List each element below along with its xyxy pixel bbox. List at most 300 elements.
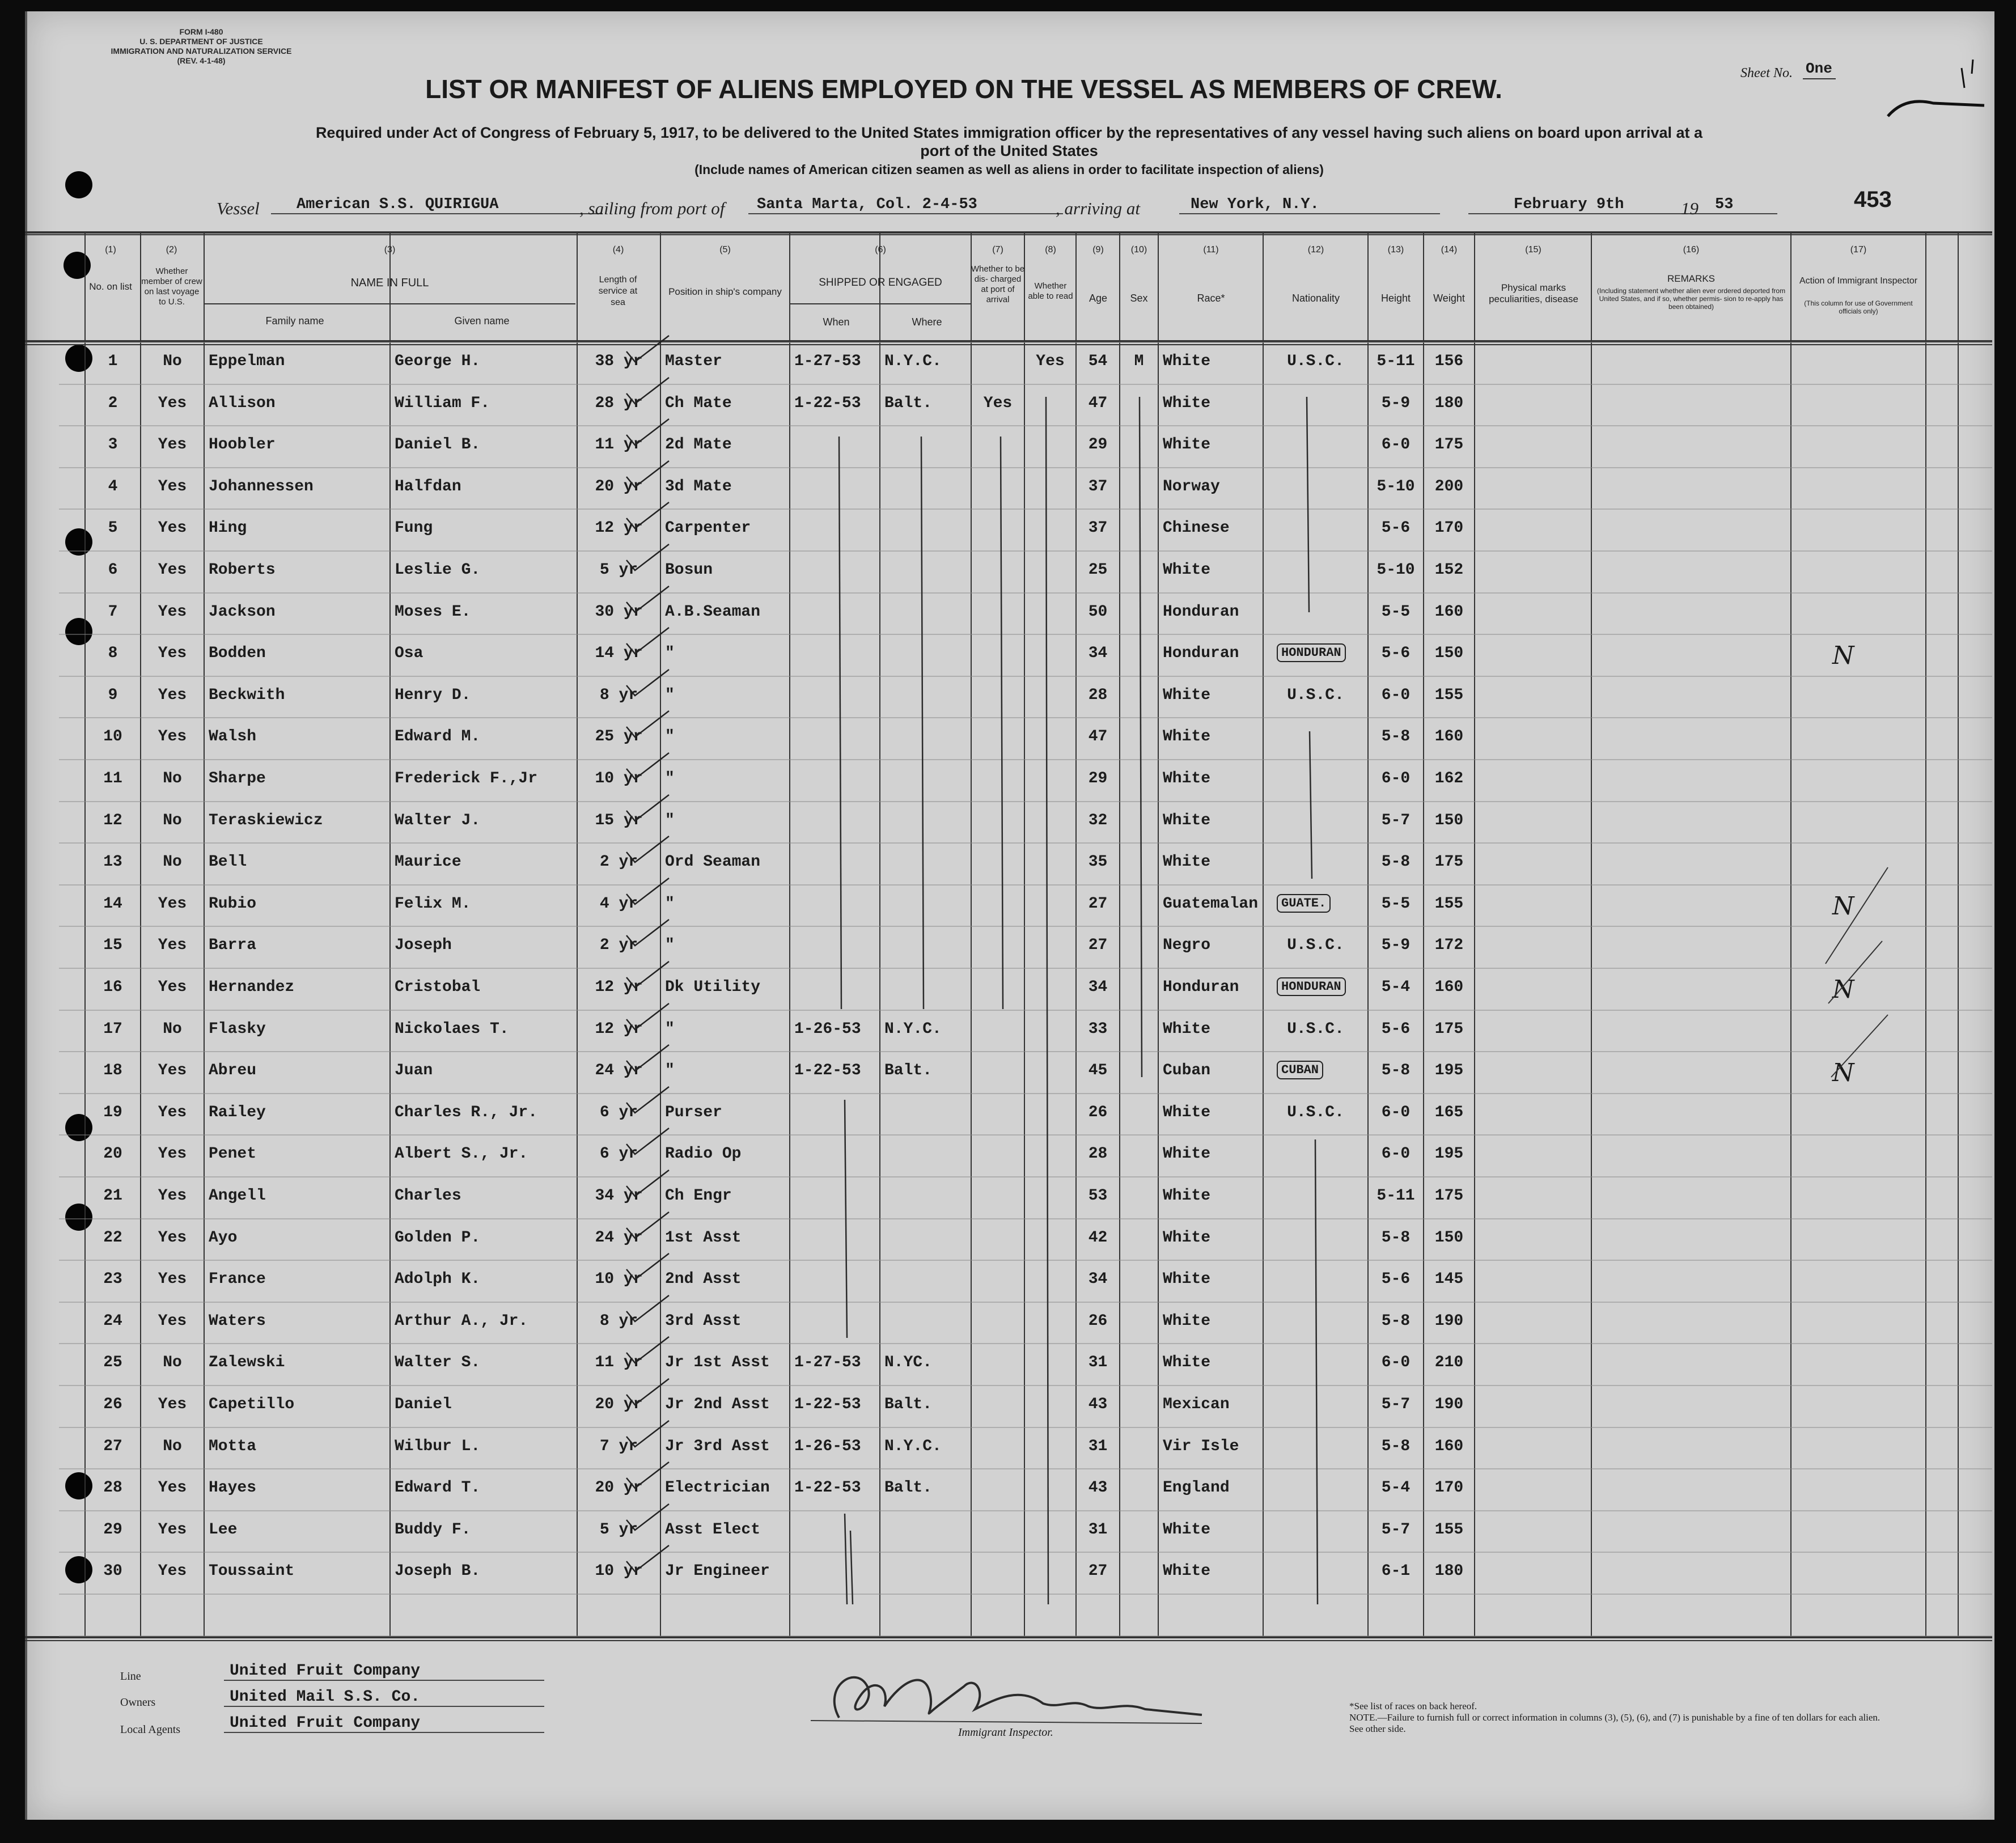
ditto-line [1315,1139,1318,1604]
weight: 165 [1434,1104,1464,1121]
ditto-line [1001,437,1003,1009]
col-header-inspector-action: Action of Immigrant Inspector [1799,276,1918,286]
family-name: Teraskiewicz [209,812,323,829]
family-name: Hernandez [209,978,295,996]
height: 6-0 [1381,436,1411,454]
length-of-service: 10 yr [595,1270,643,1288]
family-name: Hayes [209,1479,257,1497]
check-mark [626,961,669,988]
length-of-service: 4 yr [599,895,638,913]
engaged-where: Balt. [884,1396,933,1413]
nationality: U.S.C. [1287,1104,1344,1121]
col-header-height: Height [1380,293,1411,304]
sheet-label: Sheet No. [1740,66,1793,81]
row-number: 6 [108,561,118,579]
sex: M [1134,353,1144,370]
row-number: 26 [103,1396,122,1413]
height: 5-6 [1381,519,1411,537]
check-mark [626,1379,669,1405]
height: 6-0 [1381,770,1411,787]
col-header-sex: Sex [1130,293,1148,304]
check-mark [626,1212,669,1238]
height: 5-7 [1381,1396,1411,1413]
check-mark [626,378,669,404]
check-mark [626,670,669,696]
length-of-service: 6 yr [599,1104,638,1121]
age: 32 [1088,812,1108,829]
weight: 175 [1434,1020,1464,1038]
subtitle-line-3: (Include names of American citizen seamen as well as aliens in order to facilitate inspection of aliens) [694,162,1324,177]
given-name: Charles [395,1187,461,1205]
age: 43 [1088,1479,1108,1497]
engaged-where: N.YC. [884,1354,933,1371]
sheet-number: One [1806,60,1832,77]
race: England [1163,1479,1230,1497]
check-mark [626,920,669,946]
col-header-no-on-list: No. on list [89,281,132,292]
race: White [1163,1562,1211,1580]
weight: 195 [1434,1062,1464,1079]
position: " [665,895,675,913]
last-voyage: Yes [158,1479,187,1497]
check-mark [626,1170,669,1196]
col-num-13: (13) [1387,245,1404,255]
nationality: U.S.C. [1287,937,1344,954]
race: White [1163,395,1211,412]
height: 5-6 [1381,1270,1411,1288]
engaged-when: 1-22-53 [794,1062,861,1079]
length-of-service: 14 yr [595,645,643,662]
check-mark [626,628,669,654]
family-name: Motta [209,1438,257,1455]
races-note: *See list of races on back hereof. [1349,1701,1477,1711]
engaged-when: 1-22-53 [794,395,861,412]
engaged-where: Balt. [884,1062,933,1079]
row-number: 30 [103,1562,122,1580]
check-mark [626,1337,669,1363]
row-number: 15 [103,937,122,954]
given-name: Buddy F. [395,1521,471,1539]
inspector-mark: N [1832,892,1854,921]
age: 31 [1088,1438,1108,1455]
given-name: Daniel [395,1396,452,1413]
age: 47 [1088,395,1108,412]
family-name: Walsh [209,728,257,745]
vessel-label: Vessel [217,198,260,218]
last-voyage: Yes [158,1270,187,1288]
weight: 195 [1434,1145,1464,1163]
given-name: Joseph B. [395,1562,481,1580]
family-name: Angell [209,1187,266,1205]
length-of-service: 2 yr [599,853,638,871]
family-name: Barra [209,937,257,954]
year-prefix: 19 [1681,198,1699,218]
height: 5-6 [1381,1020,1411,1038]
agents-label: Local Agents [120,1723,181,1736]
race: White [1163,853,1211,871]
race: White [1163,1187,1211,1205]
position: " [665,1062,675,1079]
weight: 180 [1434,1562,1464,1580]
sailing-port: Santa Marta, Col. 2-4-53 [748,196,1063,214]
height: 5-5 [1381,895,1411,913]
age: 37 [1088,519,1108,537]
length-of-service: 12 yr [595,519,643,537]
age: 47 [1088,728,1108,745]
position: " [665,770,675,787]
nationality-stamp: HONDURAN [1277,643,1346,662]
check-mark [626,502,669,528]
position: Radio Op [665,1145,742,1163]
position: Master [665,353,722,370]
age: 31 [1088,1521,1108,1539]
col-num-5: (5) [719,245,731,255]
height: 5-8 [1381,1062,1411,1079]
weight: 175 [1434,436,1464,454]
age: 42 [1088,1229,1108,1247]
weight: 170 [1434,1479,1464,1497]
last-voyage: No [163,1354,182,1371]
age: 25 [1088,561,1108,579]
last-voyage: Yes [158,728,187,745]
length-of-service: 5 yr [599,561,638,579]
race: Norway [1163,478,1220,495]
position: " [665,937,675,954]
ditto-line [850,1531,853,1604]
agents-company: United Fruit Company [224,1714,544,1733]
given-name: Daniel B. [395,436,481,454]
length-of-service: 20 yr [595,1479,643,1497]
row-number: 19 [103,1104,122,1121]
race: White [1163,353,1211,370]
col-num-11: (11) [1203,245,1219,255]
col-header-remarks-detail: (Including statement whether alien ever ordered deported from United States, and if so, whether permis- sion to re-apply has been obtained) [1596,287,1786,311]
weight: 190 [1434,1312,1464,1330]
position: " [665,812,675,829]
weight: 150 [1434,645,1464,662]
col-num-10: (10) [1130,245,1147,255]
given-name: Edward M. [395,728,481,745]
race: Honduran [1163,603,1239,621]
arriving-port: New York, N.Y. [1179,196,1440,214]
col-num-4: (4) [612,245,624,255]
weight: 150 [1434,812,1464,829]
family-name: Sharpe [209,770,266,787]
family-name: Hoobler [209,436,276,454]
ditto-line [1140,397,1142,1077]
subtitle-line-2: port of the United States [920,142,1098,159]
last-voyage: Yes [158,645,187,662]
row-number: 4 [108,478,118,495]
col-header-physical-marks: Physical marks peculiarities, disease [1489,282,1578,304]
row-number: 1 [108,353,118,370]
height: 5-8 [1381,853,1411,871]
family-name: Flasky [209,1020,266,1038]
last-voyage: Yes [158,1396,187,1413]
given-name: Joseph [395,937,452,954]
length-of-service: 6 yr [599,1145,638,1163]
row-number: 14 [103,895,122,913]
ditto-line [1046,397,1048,1604]
race: White [1163,1229,1211,1247]
inspector-mark: N [1832,1058,1854,1087]
length-of-service: 28 yr [595,395,643,412]
height: 6-0 [1381,1145,1411,1163]
page-number: 453 [1854,187,1892,212]
weight: 160 [1434,978,1464,996]
age: 28 [1088,687,1108,704]
given-name: Edward T. [395,1479,481,1497]
race: Guatemalan [1163,895,1259,913]
engaged-when: 1-22-53 [794,1396,861,1413]
race: Honduran [1163,978,1239,996]
height: 5-7 [1381,812,1411,829]
length-of-service: 12 yr [595,1020,643,1038]
family-name: Capetillo [209,1396,295,1413]
check-mark [626,461,669,487]
length-of-service: 30 yr [595,603,643,621]
given-name: Juan [395,1062,433,1079]
age: 45 [1088,1062,1108,1079]
row-number: 27 [103,1438,122,1455]
check-mark [626,1295,669,1321]
form-department: U. S. DEPARTMENT OF JUSTICE [139,37,263,46]
race: White [1163,1270,1211,1288]
row-number: 17 [103,1020,122,1038]
check-mark [626,795,669,821]
age: 31 [1088,1354,1108,1371]
nationality: U.S.C. [1287,353,1344,370]
length-of-service: 5 yr [599,1521,638,1539]
arrival-date: February 9th [1468,196,1723,214]
position: 3d Mate [665,478,732,495]
last-voyage: Yes [158,1562,187,1580]
engaged-when: 1-27-53 [794,1354,861,1371]
col-num-8: (8) [1045,245,1056,255]
engaged-when: 1-22-53 [794,1479,861,1497]
col-header-length-of-service: Length of service at sea [598,275,638,307]
engaged-when: 1-26-53 [794,1020,861,1038]
length-of-service: 10 yr [595,770,643,787]
col-header-age: Age [1089,293,1108,304]
vessel-name: American S.S. QUIRIGUA [271,196,603,214]
col-header-nationality: Nationality [1291,293,1340,304]
age: 50 [1088,603,1108,621]
nationality-stamp: GUATE. [1277,894,1331,913]
nationality: U.S.C. [1287,1020,1344,1038]
check-mark [626,753,669,779]
col-num-2: (2) [166,245,177,255]
position: Jr 1st Asst [665,1354,770,1371]
given-name: Nickolaes T. [395,1020,509,1038]
col-header-weight: Weight [1433,293,1465,304]
arriving-label: , arriving at [1056,198,1140,218]
sailing-label: , sailing from port of [579,198,725,218]
race: Mexican [1163,1396,1230,1413]
engaged-where: N.Y.C. [884,353,942,370]
last-voyage: Yes [158,937,187,954]
check-mark [626,1003,669,1029]
row-number: 8 [108,645,118,662]
age: 26 [1088,1104,1108,1121]
family-name: Toussaint [209,1562,295,1580]
height: 5-4 [1381,978,1411,996]
weight: 210 [1434,1354,1464,1371]
col-header-shipped-or-engaged: SHIPPED OR ENGAGED [819,277,942,289]
engaged-where: Balt. [884,395,933,412]
length-of-service: 34 yr [595,1187,643,1205]
col-num-3: (3) [384,245,396,255]
subtitle-line-1: Required under Act of Congress of February 5, 1917, to be delivered to the United States immigration officer by the representatives of any vessel having such aliens on board upon arrival at a [315,124,1703,141]
last-voyage: No [163,1020,182,1038]
position: " [665,728,675,745]
given-name: George H. [395,353,481,370]
row-number: 12 [103,812,122,829]
ditto-line [845,1514,847,1604]
col-num-7: (7) [992,245,1003,255]
weight: 155 [1434,687,1464,704]
length-of-service: 24 yr [595,1229,643,1247]
col-header-when: When [823,316,850,328]
last-voyage: No [163,853,182,871]
weight: 160 [1434,1438,1464,1455]
nationality: U.S.C. [1287,687,1344,704]
row-number: 24 [103,1312,122,1330]
age: 29 [1088,436,1108,454]
check-mark [626,1462,669,1488]
given-name: Cristobal [395,978,481,996]
height: 5-8 [1381,1229,1411,1247]
age: 27 [1088,937,1108,954]
weight: 170 [1434,519,1464,537]
position: 3rd Asst [665,1312,742,1330]
last-voyage: Yes [158,1312,187,1330]
length-of-service: 20 yr [595,1396,643,1413]
race: White [1163,812,1211,829]
last-voyage: Yes [158,436,187,454]
row-number: 10 [103,728,122,745]
last-voyage: No [163,1438,182,1455]
position: 1st Asst [665,1229,742,1247]
length-of-service: 38 yr [595,353,643,370]
col-num-15: (15) [1525,245,1541,255]
position: " [665,1020,675,1038]
age: 28 [1088,1145,1108,1163]
inspector-label: Immigrant Inspector. [958,1726,1053,1739]
position: Ch Engr [665,1187,732,1205]
length-of-service: 15 yr [595,812,643,829]
row-number: 7 [108,603,118,621]
family-name: France [209,1270,266,1288]
row-number: 23 [103,1270,122,1288]
weight: 190 [1434,1396,1464,1413]
race: Cuban [1163,1062,1211,1079]
race: Vir Isle [1163,1438,1239,1455]
nationality-stamp: CUBAN [1277,1061,1323,1079]
form-revision: (REV. 4-1-48) [177,56,226,65]
weight: 175 [1434,853,1464,871]
given-name: Walter S. [395,1354,481,1371]
last-voyage: Yes [158,895,187,913]
given-name: Moses E. [395,603,471,621]
engaged-where: Balt. [884,1479,933,1497]
row-number: 20 [103,1145,122,1163]
col-num-16: (16) [1683,245,1700,255]
position: Dk Utility [665,978,761,996]
col-num-12: (12) [1307,245,1324,255]
check-mark [626,586,669,612]
position: Jr Engineer [665,1562,770,1580]
height: 5-8 [1381,1312,1411,1330]
family-name: Beckwith [209,687,285,704]
row-number: 29 [103,1521,122,1539]
owners-company: United Mail S.S. Co. [224,1688,544,1707]
family-name: Rubio [209,895,257,913]
height: 5-7 [1381,1521,1411,1539]
check-mark [626,544,669,570]
family-name: Zalewski [209,1354,285,1371]
row-number: 21 [103,1187,122,1205]
row-number: 25 [103,1354,122,1371]
height: 5-11 [1377,1187,1415,1205]
height: 5-8 [1381,728,1411,745]
position: 2nd Asst [665,1270,742,1288]
able-to-read: Yes [1036,353,1065,370]
check-mark [626,1045,669,1071]
given-name: Fung [395,519,433,537]
last-voyage: Yes [158,1104,187,1121]
position: Purser [665,1104,722,1121]
check-mark [626,1128,669,1154]
height: 5-10 [1377,478,1415,495]
row-number: 11 [103,770,122,787]
given-name: Adolph K. [395,1270,481,1288]
col-header-able-to-read: Whether able to read [1028,281,1073,301]
last-voyage: Yes [158,395,187,412]
height: 5-9 [1381,937,1411,954]
last-voyage: Yes [158,519,187,537]
inspector-stroke [1826,867,1888,964]
family-name: Lee [209,1521,238,1539]
race: White [1163,770,1211,787]
race: White [1163,1354,1211,1371]
family-name: Bell [209,853,247,871]
weight: 160 [1434,603,1464,621]
row-number: 22 [103,1229,122,1247]
row-number: 3 [108,436,118,454]
family-name: Eppelman [209,353,285,370]
given-name: Frederick F.,Jr [395,770,538,787]
check-mark [626,1253,669,1279]
engaged-where: N.Y.C. [884,1438,942,1455]
age: 53 [1088,1187,1108,1205]
height: 5-4 [1381,1479,1411,1497]
position: Ch Mate [665,395,732,412]
check-mark [626,1421,669,1447]
weight: 180 [1434,395,1464,412]
row-number: 13 [103,853,122,871]
length-of-service: 7 yr [599,1438,638,1455]
row-number: 2 [108,395,118,412]
position: Ord Seaman [665,853,761,871]
race: Chinese [1163,519,1230,537]
height: 5-9 [1381,395,1411,412]
last-voyage: Yes [158,687,187,704]
nationality-stamp: HONDURAN [1277,977,1346,996]
arrival-year: 53 [1704,196,1777,214]
height: 6-0 [1381,687,1411,704]
position: Electrician [665,1479,770,1497]
